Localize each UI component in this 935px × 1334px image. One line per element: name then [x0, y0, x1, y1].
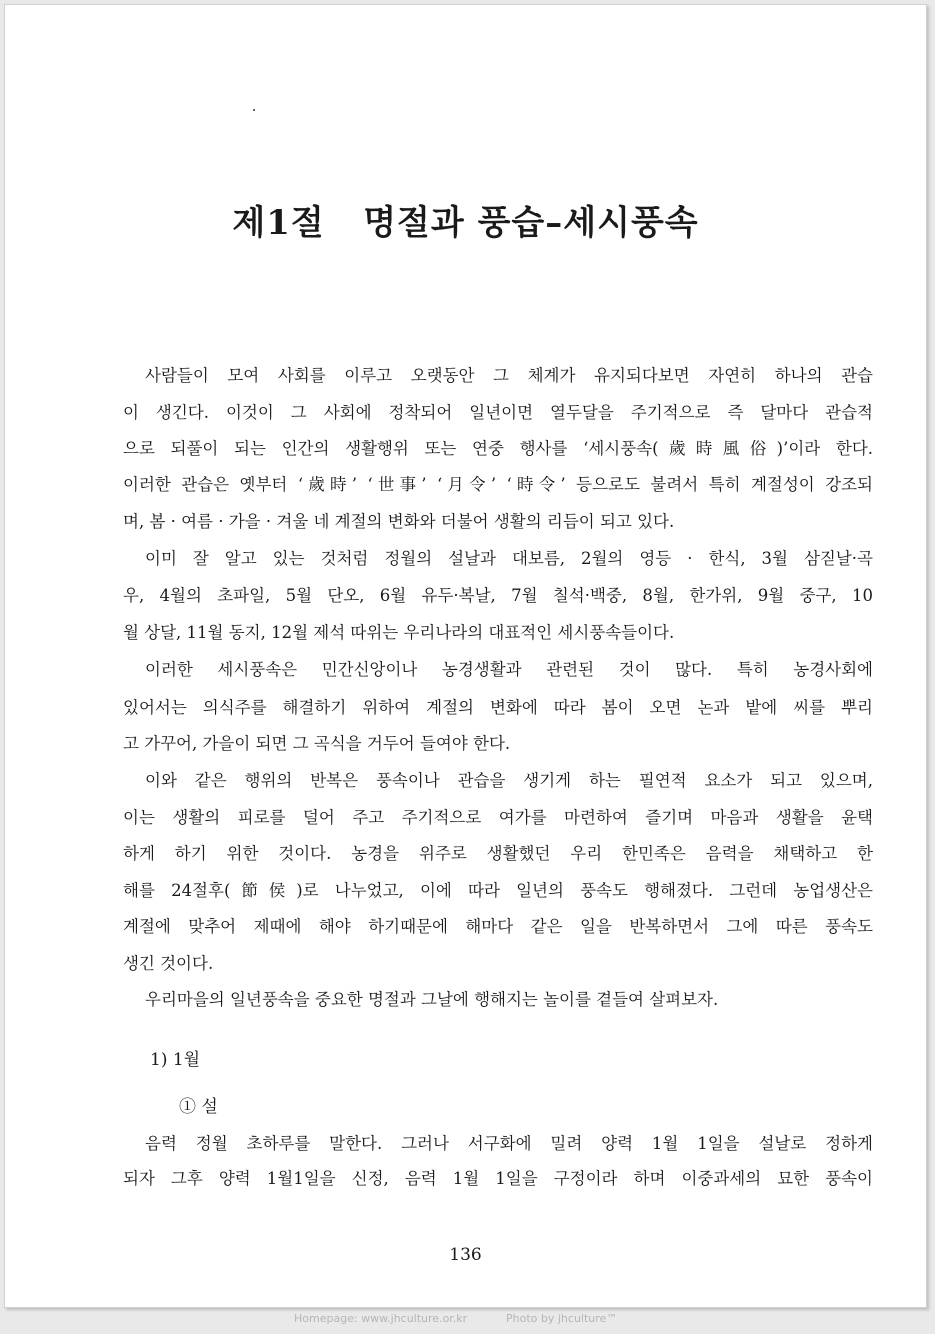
text-line: 월 상달, 11월 동지, 12월 제석 따위는 우리나라의 대표적인 세시풍속들이다.: [123, 623, 675, 642]
text-line: 계절에 맞추어 제때에 해야 하기때문에 해마다 같은 일을 반복하면서 그에 따른 풍속도: [123, 917, 873, 936]
scan-speck: [253, 109, 255, 111]
text-line: 되자 그후 양력 1월1일을 신정, 음력 1월 1일을 구정이라 하며 이중과세의 묘한 풍속이: [123, 1169, 873, 1188]
text-line: 으로 되풀이 되는 인간의 생활행위 또는 연중 행사를 ‘세시풍속(歲時風俗)’이라 한다.: [123, 439, 873, 458]
homepage-credit: Homepage: www.jhculture.or.kr: [294, 1312, 468, 1325]
document-page: [4, 4, 927, 1308]
text-line: 이는 생활의 피로를 덜어 주고 주기적으로 여가를 마련하여 즐기며 마음과 생활을 윤택: [123, 808, 873, 827]
text-line: 이러한 세시풍속은 민간신앙이나 농경생활과 관련된 것이 많다. 특히 농경사회에: [145, 660, 873, 679]
text-line: 우, 4월의 초파일, 5월 단오, 6월 유두·복날, 7월 칠석·백중, 8월, 한가위, 9월 중구, 10: [123, 586, 873, 605]
text-line: 이미 잘 알고 있는 것처럼 정월의 설날과 대보름, 2월의 영등 · 한식, 3월 삼짇날·곡: [145, 549, 873, 568]
text-line: 하게 하기 위한 것이다. 농경을 위주로 생활했던 우리 한민족은 음력을 채택하고 한: [123, 844, 873, 863]
text-line: 우리마을의 일년풍속을 중요한 명절과 그날에 행해지는 놀이를 곁들여 살펴보자.: [145, 990, 719, 1009]
text-line: 사람들이 모여 사회를 이루고 오랫동안 그 체계가 유지되다보면 자연히 하나의 관습: [145, 366, 873, 385]
chapter-title: 제1절 명절과 풍습–세시풍속: [232, 203, 699, 243]
text-line: 생긴 것이다.: [123, 954, 214, 973]
text-line: 있어서는 의식주를 해결하기 위하여 계절의 변화에 따라 봄이 오면 논과 밭에 씨를 뿌리: [123, 698, 873, 717]
text-line: 이와 같은 행위의 반복은 풍속이나 관습을 생기게 하는 필연적 요소가 되고 있으며,: [145, 771, 873, 790]
text-line: 이러한 관습은 옛부터 ‘歲時’ ‘世事’ ‘月令’ ‘時令’ 등으로도 불려서 특히 계절성이 강조되: [123, 475, 873, 494]
subsection-heading: ① 설: [179, 1097, 218, 1117]
text-line: 해를 24절후(節侯)로 나누었고, 이에 따라 일년의 풍속도 행해졌다. 그런데 농업생산은: [123, 881, 873, 900]
text-line: 이 생긴다. 이것이 그 사회에 정착되어 일년이면 열두달을 주기적으로 즉 달마다 관습적: [123, 403, 873, 422]
text-line: 음력 정월 초하루를 말한다. 그러나 서구화에 밀려 양력 1월 1일을 설날로 정하게: [145, 1134, 873, 1153]
text-line: 며, 봄 · 여름 · 가을 · 겨울 네 계절의 변화와 더불어 생활의 리듬이 되고 있다.: [123, 512, 675, 531]
section-heading: 1) 1월: [150, 1050, 201, 1070]
page-number: 136: [449, 1245, 482, 1265]
photo-credit: Photo by jhculture™: [506, 1312, 618, 1325]
text-line: 고 가꾸어, 가을이 되면 그 곡식을 거두어 들여야 한다.: [123, 734, 511, 753]
